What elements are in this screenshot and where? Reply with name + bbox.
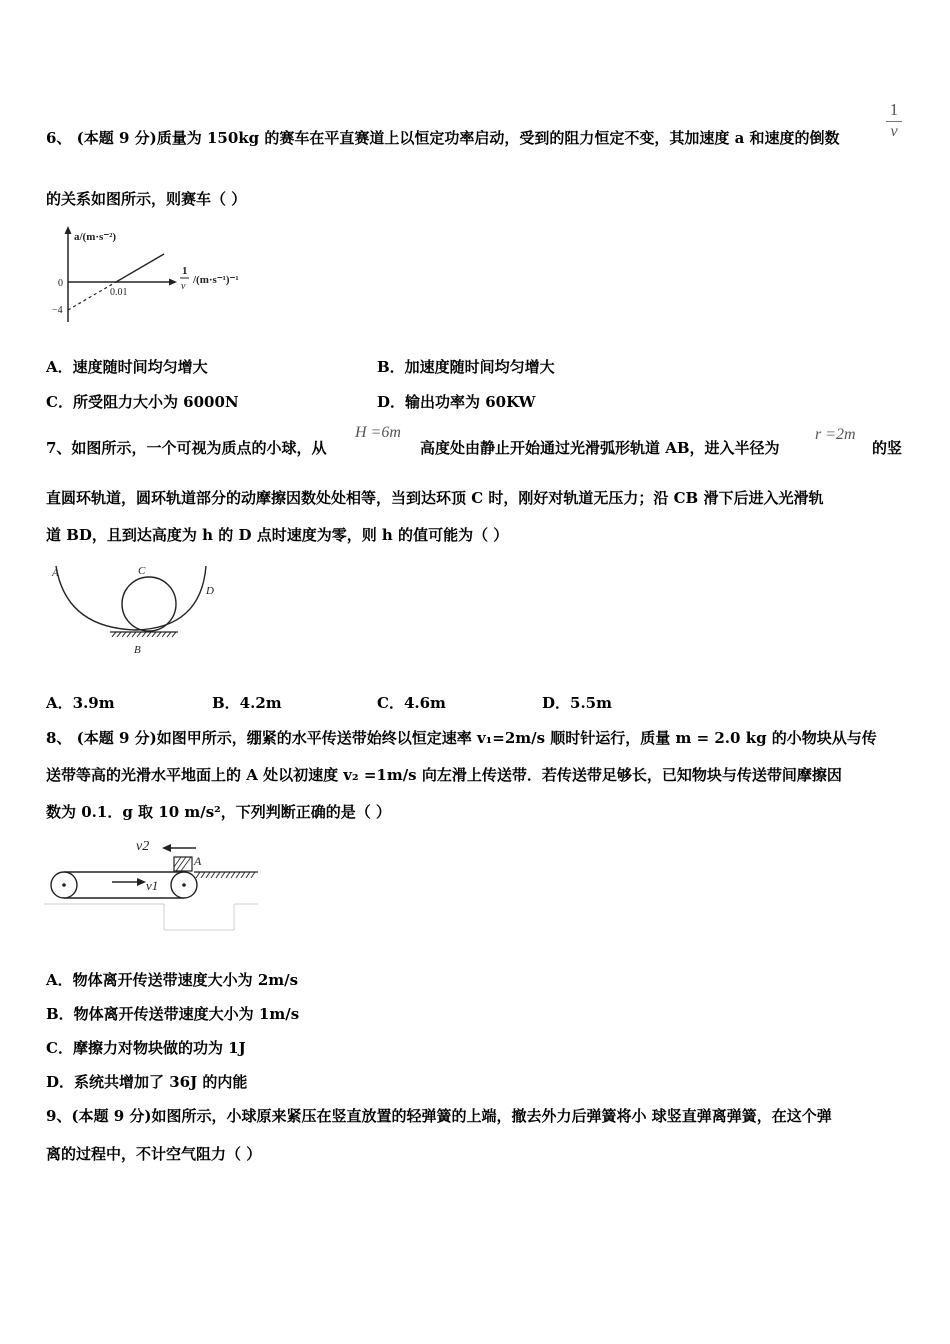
q6-graph-xlabel-den: v (181, 281, 186, 292)
q6-question-line2: 的关系如图所示，则赛车（ ） (46, 190, 247, 208)
q8-figure (44, 832, 264, 934)
q7-label-b: B (134, 644, 141, 656)
q7-track-ab (56, 566, 136, 630)
q7-label-d: D (206, 585, 214, 597)
q8-question-line3: 数为 0.1．g 取 10 m/s²，下列判断正确的是（ ） (46, 803, 391, 821)
q8-label-v1: v1 (146, 878, 159, 893)
q6-graph-ylabel: a/(m·s⁻²) (74, 231, 117, 243)
q7-question-line1-b: 高度处由静止开始通过光滑弧形轨道 AB，进入半径为 (420, 439, 780, 457)
q7-figure (46, 558, 226, 658)
q7-loop-circle (122, 577, 176, 631)
q7-question-line3: 道 BD，且到达高度为 h 的 D 点时速度为零，则 h 的值可能为（ ） (46, 526, 509, 544)
q9-question-line1: 9、(本题 9 分)如图所示，小球原来紧压在竖直放置的轻弹簧的上端，撤去外力后弹簧将小 球竖直弹离弹簧，在这个弹 (46, 1107, 832, 1125)
q6-graph (46, 222, 276, 332)
q8-ground-hatch (196, 872, 255, 878)
q7-label-c: C (138, 565, 146, 577)
q7-math-radius: r =2m (815, 426, 856, 443)
q6-fraction-bar (886, 121, 902, 122)
q6-graph-x-arrow (169, 279, 177, 286)
q7-question-line2: 直圆环轨道，圆环轨道部分的动摩擦因数处处相等，当到达环顶 C 时，刚好对轨道无压力；沿 CB 滑下后进入光滑轨 (46, 489, 824, 507)
q8-question-line2: 送带等高的光滑水平地面上的 A 处以初速度 v₂ =1m/s 向左滑上传送带．若传送带足够长，已知物块与传送带间摩擦因 (46, 766, 842, 784)
q6-graph-yint-label: −4 (52, 305, 63, 316)
q6-graph-solid-line (116, 254, 164, 282)
q8-option-c[interactable]: C．摩擦力对物块做的功为 1J (46, 1039, 246, 1057)
q6-option-d[interactable]: D．输出功率为 60KW (377, 393, 536, 411)
q8-option-d[interactable]: D．系统共增加了 36J 的内能 (46, 1073, 248, 1091)
q7-option-c[interactable]: C．4.6m (377, 694, 446, 712)
q6-fraction-numerator: 1 (889, 100, 899, 119)
q6-graph-origin-label: 0 (58, 278, 63, 289)
q6-option-a[interactable]: A．速度随时间均匀增大 (46, 358, 208, 376)
q6-fraction (884, 100, 904, 141)
q6-option-c[interactable]: C．所受阻力大小为 6000N (46, 393, 239, 411)
q6-graph-dashed-line (68, 282, 116, 310)
q6-graph-y-arrow (65, 226, 72, 234)
q7-option-d[interactable]: D．5.5m (542, 694, 612, 712)
q7-option-a[interactable]: A．3.9m (46, 694, 115, 712)
q9-question-line2: 离的过程中，不计空气阻力（ ） (46, 1145, 262, 1163)
q6-graph-xint-label: 0.01 (110, 287, 128, 298)
q7-ground-hatch (112, 632, 176, 637)
q8-question-line1: 8、 (本题 9 分)如图甲所示，绷紧的水平传送带始终以恒定速率 v₁=2m/s 顺时针运行，质量 m = 2.0 kg 的小物块从与传 (46, 729, 877, 747)
q8-option-b[interactable]: B．物体离开传送带速度大小为 1m/s (46, 1005, 300, 1023)
q8-label-a: A (194, 854, 202, 868)
q7-question-line1-c: 的竖 (872, 439, 903, 457)
q7-question-line1-a: 7、如图所示，一个可视为质点的小球，从 (46, 439, 327, 457)
q7-option-b[interactable]: B．4.2m (212, 694, 282, 712)
q6-graph-xlabel-num: 1 (182, 265, 188, 277)
q8-label-v2: v2 (136, 839, 150, 854)
q7-label-a: A (52, 567, 59, 579)
q6-graph-xlabel-unit: /(m·s⁻¹)⁻¹ (193, 274, 239, 286)
q6-option-b[interactable]: B．加速度随时间均匀增大 (377, 358, 555, 376)
q7-math-height: H =6m (355, 424, 401, 441)
q6-fraction-denominator: v (890, 123, 898, 140)
q6-question-line1: 6、 (本题 9 分)质量为 150kg 的赛车在平直赛道上以恒定功率启动，受到的阻力恒定不变，其加速度 a 和速度的倒数 (46, 129, 840, 147)
q8-option-a[interactable]: A．物体离开传送带速度大小为 2m/s (46, 971, 299, 989)
